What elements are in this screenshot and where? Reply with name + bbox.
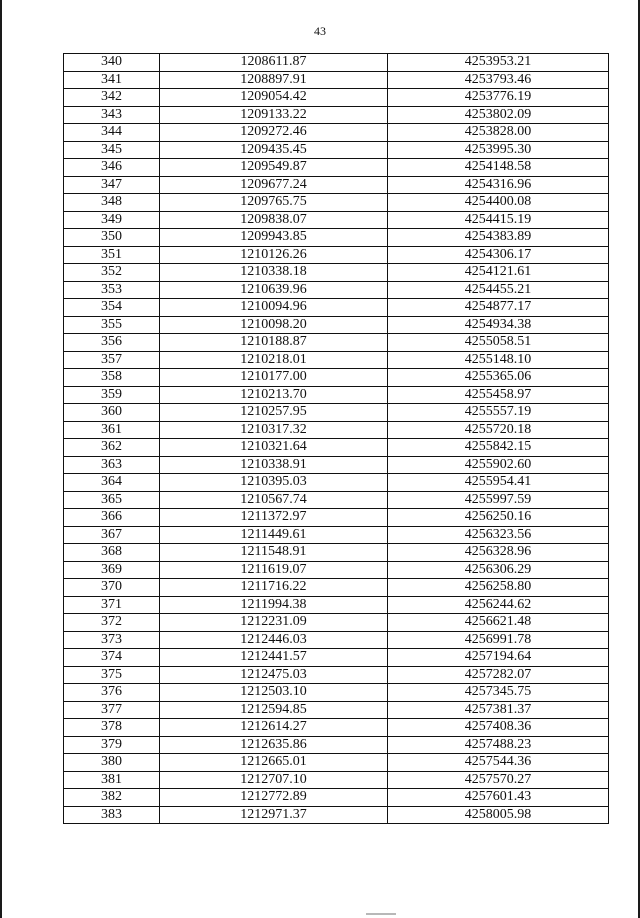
- table-row: [64, 369, 609, 387]
- y-coordinate-cell: 4257194.64: [388, 649, 609, 667]
- table-row: [64, 754, 609, 772]
- point-number-cell: 359: [64, 386, 160, 404]
- point-number-cell: 375: [64, 666, 160, 684]
- y-coordinate-cell: 4254316.96: [388, 176, 609, 194]
- y-coordinate-cell: 4255058.51: [388, 334, 609, 352]
- x-coordinate-cell: 1210321.64: [160, 439, 388, 457]
- y-coordinate-cell: 4254400.08: [388, 194, 609, 212]
- x-coordinate-cell: 1211449.61: [160, 526, 388, 544]
- y-coordinate-cell: 4255720.18: [388, 421, 609, 439]
- coordinates-table-body: [64, 54, 609, 824]
- x-coordinate-cell: 1212594.85: [160, 701, 388, 719]
- table-row: [64, 509, 609, 527]
- y-coordinate-cell: 4254455.21: [388, 281, 609, 299]
- x-coordinate-cell: 1209838.07: [160, 211, 388, 229]
- point-number-cell: 369: [64, 561, 160, 579]
- y-coordinate-cell: 4257282.07: [388, 666, 609, 684]
- point-number-cell: 367: [64, 526, 160, 544]
- y-coordinate-cell: 4254148.58: [388, 159, 609, 177]
- y-coordinate-cell: 4255365.06: [388, 369, 609, 387]
- y-coordinate-cell: 4257345.75: [388, 684, 609, 702]
- coordinates-table: [63, 53, 609, 824]
- point-number-cell: 352: [64, 264, 160, 282]
- x-coordinate-cell: 1210257.95: [160, 404, 388, 422]
- point-number-cell: 343: [64, 106, 160, 124]
- point-number-cell: 353: [64, 281, 160, 299]
- table-row: [64, 719, 609, 737]
- x-coordinate-cell: 1209943.85: [160, 229, 388, 247]
- point-number-cell: 354: [64, 299, 160, 317]
- table-row: [64, 159, 609, 177]
- x-coordinate-cell: 1210338.91: [160, 456, 388, 474]
- table-row: [64, 246, 609, 264]
- table-row: [64, 229, 609, 247]
- table-row: [64, 89, 609, 107]
- point-number-cell: 368: [64, 544, 160, 562]
- x-coordinate-cell: 1210094.96: [160, 299, 388, 317]
- x-coordinate-cell: 1210395.03: [160, 474, 388, 492]
- y-coordinate-cell: 4254415.19: [388, 211, 609, 229]
- x-coordinate-cell: 1212635.86: [160, 736, 388, 754]
- table-row: [64, 404, 609, 422]
- point-number-cell: 362: [64, 439, 160, 457]
- point-number-cell: 357: [64, 351, 160, 369]
- x-coordinate-cell: 1210338.18: [160, 264, 388, 282]
- y-coordinate-cell: 4255842.15: [388, 439, 609, 457]
- table-row: [64, 316, 609, 334]
- x-coordinate-cell: 1209435.45: [160, 141, 388, 159]
- y-coordinate-cell: 4257488.23: [388, 736, 609, 754]
- x-coordinate-cell: 1212503.10: [160, 684, 388, 702]
- y-coordinate-cell: 4256244.62: [388, 596, 609, 614]
- y-coordinate-cell: 4253776.19: [388, 89, 609, 107]
- table-row: [64, 631, 609, 649]
- y-coordinate-cell: 4253802.09: [388, 106, 609, 124]
- table-row: [64, 736, 609, 754]
- x-coordinate-cell: 1209549.87: [160, 159, 388, 177]
- point-number-cell: 361: [64, 421, 160, 439]
- y-coordinate-cell: 4254877.17: [388, 299, 609, 317]
- x-coordinate-cell: 1209133.22: [160, 106, 388, 124]
- x-coordinate-cell: 1212707.10: [160, 771, 388, 789]
- point-number-cell: 358: [64, 369, 160, 387]
- x-coordinate-cell: 1212665.01: [160, 754, 388, 772]
- x-coordinate-cell: 1210177.00: [160, 369, 388, 387]
- x-coordinate-cell: 1212614.27: [160, 719, 388, 737]
- x-coordinate-cell: 1209054.42: [160, 89, 388, 107]
- table-row: [64, 264, 609, 282]
- x-coordinate-cell: 1210218.01: [160, 351, 388, 369]
- point-number-cell: 360: [64, 404, 160, 422]
- table-row: [64, 771, 609, 789]
- y-coordinate-cell: 4256328.96: [388, 544, 609, 562]
- y-coordinate-cell: 4256323.56: [388, 526, 609, 544]
- point-number-cell: 341: [64, 71, 160, 89]
- y-coordinate-cell: 4258005.98: [388, 806, 609, 824]
- point-number-cell: 374: [64, 649, 160, 667]
- x-coordinate-cell: 1212441.57: [160, 649, 388, 667]
- y-coordinate-cell: 4255458.97: [388, 386, 609, 404]
- y-coordinate-cell: 4254934.38: [388, 316, 609, 334]
- table-row: [64, 649, 609, 667]
- point-number-cell: 376: [64, 684, 160, 702]
- table-row: [64, 141, 609, 159]
- x-coordinate-cell: 1210098.20: [160, 316, 388, 334]
- y-coordinate-cell: 4253793.46: [388, 71, 609, 89]
- point-number-cell: 350: [64, 229, 160, 247]
- x-coordinate-cell: 1208611.87: [160, 54, 388, 72]
- point-number-cell: 370: [64, 579, 160, 597]
- table-row: [64, 176, 609, 194]
- y-coordinate-cell: 4256621.48: [388, 614, 609, 632]
- point-number-cell: 351: [64, 246, 160, 264]
- y-coordinate-cell: 4256306.29: [388, 561, 609, 579]
- table-row: [64, 211, 609, 229]
- table-row: [64, 71, 609, 89]
- y-coordinate-cell: 4254383.89: [388, 229, 609, 247]
- table-row: [64, 421, 609, 439]
- table-row: [64, 106, 609, 124]
- y-coordinate-cell: 4255902.60: [388, 456, 609, 474]
- point-number-cell: 373: [64, 631, 160, 649]
- x-coordinate-cell: 1210188.87: [160, 334, 388, 352]
- point-number-cell: 365: [64, 491, 160, 509]
- table-row: [64, 579, 609, 597]
- x-coordinate-cell: 1211716.22: [160, 579, 388, 597]
- y-coordinate-cell: 4254306.17: [388, 246, 609, 264]
- point-number-cell: 349: [64, 211, 160, 229]
- point-number-cell: 363: [64, 456, 160, 474]
- table-row: [64, 526, 609, 544]
- point-number-cell: 355: [64, 316, 160, 334]
- page-number: 43: [314, 24, 326, 38]
- point-number-cell: 378: [64, 719, 160, 737]
- x-coordinate-cell: 1211548.91: [160, 544, 388, 562]
- page-edge-left: [0, 0, 2, 918]
- y-coordinate-cell: 4253828.00: [388, 124, 609, 142]
- table-row: [64, 544, 609, 562]
- x-coordinate-cell: 1210567.74: [160, 491, 388, 509]
- x-coordinate-cell: 1211619.07: [160, 561, 388, 579]
- x-coordinate-cell: 1210639.96: [160, 281, 388, 299]
- x-coordinate-cell: 1210317.32: [160, 421, 388, 439]
- table-row: [64, 299, 609, 317]
- y-coordinate-cell: 4255997.59: [388, 491, 609, 509]
- x-coordinate-cell: 1210213.70: [160, 386, 388, 404]
- x-coordinate-cell: 1209272.46: [160, 124, 388, 142]
- x-coordinate-cell: 1212475.03: [160, 666, 388, 684]
- x-coordinate-cell: 1210126.26: [160, 246, 388, 264]
- table-row: [64, 456, 609, 474]
- table-row: [64, 561, 609, 579]
- table-row: [64, 474, 609, 492]
- y-coordinate-cell: 4257544.36: [388, 754, 609, 772]
- point-number-cell: 346: [64, 159, 160, 177]
- point-number-cell: 382: [64, 789, 160, 807]
- point-number-cell: 356: [64, 334, 160, 352]
- table-row: [64, 666, 609, 684]
- table-row: [64, 684, 609, 702]
- y-coordinate-cell: 4256991.78: [388, 631, 609, 649]
- y-coordinate-cell: 4254121.61: [388, 264, 609, 282]
- point-number-cell: 383: [64, 806, 160, 824]
- point-number-cell: 371: [64, 596, 160, 614]
- table-row: [64, 194, 609, 212]
- table-row: [64, 789, 609, 807]
- point-number-cell: 340: [64, 54, 160, 72]
- table-row: [64, 334, 609, 352]
- point-number-cell: 379: [64, 736, 160, 754]
- y-coordinate-cell: 4256250.16: [388, 509, 609, 527]
- point-number-cell: 377: [64, 701, 160, 719]
- y-coordinate-cell: 4256258.80: [388, 579, 609, 597]
- point-number-cell: 380: [64, 754, 160, 772]
- table-row: [64, 54, 609, 72]
- y-coordinate-cell: 4253995.30: [388, 141, 609, 159]
- table-row: [64, 386, 609, 404]
- y-coordinate-cell: 4253953.21: [388, 54, 609, 72]
- x-coordinate-cell: 1212971.37: [160, 806, 388, 824]
- point-number-cell: 366: [64, 509, 160, 527]
- table-row: [64, 701, 609, 719]
- x-coordinate-cell: 1212231.09: [160, 614, 388, 632]
- point-number-cell: 372: [64, 614, 160, 632]
- y-coordinate-cell: 4255557.19: [388, 404, 609, 422]
- x-coordinate-cell: 1209677.24: [160, 176, 388, 194]
- x-coordinate-cell: 1209765.75: [160, 194, 388, 212]
- table-row: [64, 439, 609, 457]
- point-number-cell: 364: [64, 474, 160, 492]
- x-coordinate-cell: 1212772.89: [160, 789, 388, 807]
- y-coordinate-cell: 4257408.36: [388, 719, 609, 737]
- point-number-cell: 345: [64, 141, 160, 159]
- x-coordinate-cell: 1211372.97: [160, 509, 388, 527]
- x-coordinate-cell: 1212446.03: [160, 631, 388, 649]
- point-number-cell: 381: [64, 771, 160, 789]
- point-number-cell: 348: [64, 194, 160, 212]
- x-coordinate-cell: 1208897.91: [160, 71, 388, 89]
- y-coordinate-cell: 4255954.41: [388, 474, 609, 492]
- y-coordinate-cell: 4255148.10: [388, 351, 609, 369]
- scan-mark: [366, 913, 396, 915]
- y-coordinate-cell: 4257381.37: [388, 701, 609, 719]
- table-row: [64, 351, 609, 369]
- table-row: [64, 806, 609, 824]
- table-row: [64, 614, 609, 632]
- point-number-cell: 342: [64, 89, 160, 107]
- x-coordinate-cell: 1211994.38: [160, 596, 388, 614]
- point-number-cell: 347: [64, 176, 160, 194]
- y-coordinate-cell: 4257570.27: [388, 771, 609, 789]
- y-coordinate-cell: 4257601.43: [388, 789, 609, 807]
- table-row: [64, 281, 609, 299]
- table-row: [64, 596, 609, 614]
- table-row: [64, 124, 609, 142]
- table-row: [64, 491, 609, 509]
- point-number-cell: 344: [64, 124, 160, 142]
